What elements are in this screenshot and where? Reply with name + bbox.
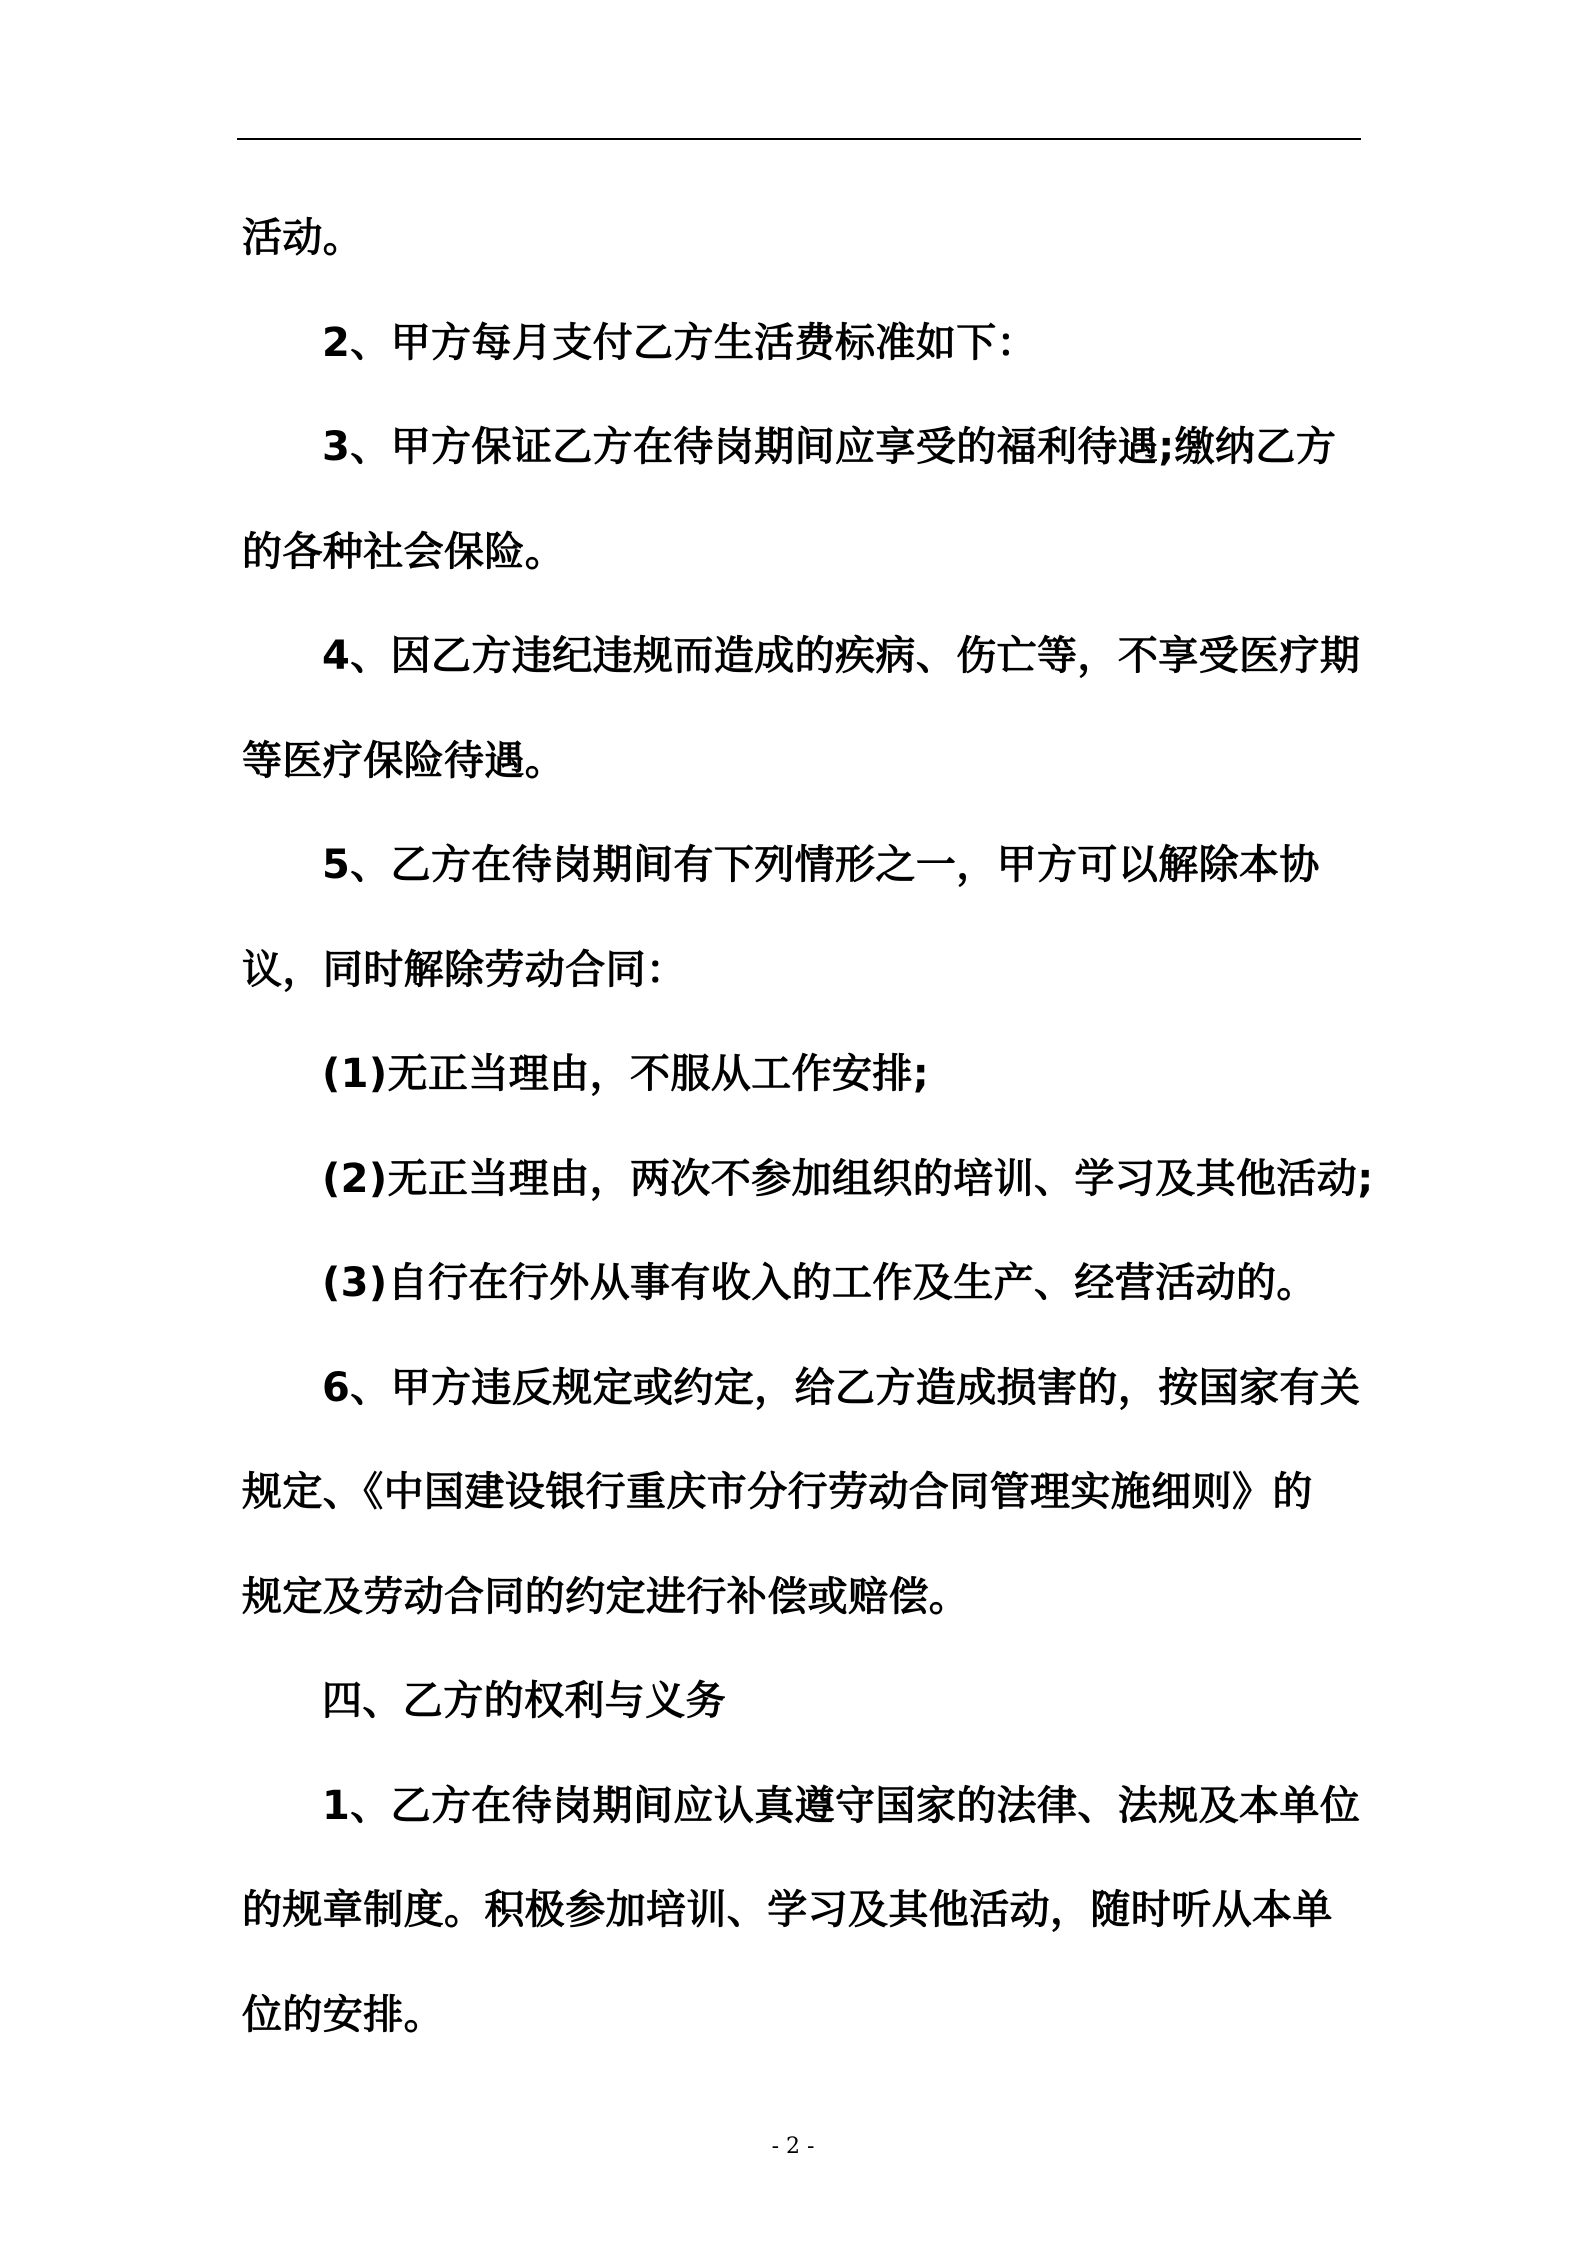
- paragraph-line: 活动。: [242, 215, 364, 261]
- header-rule: [237, 138, 1361, 140]
- paragraph-line: 6、甲方违反规定或约定，给乙方造成损害的，按国家有关: [322, 1364, 1361, 1411]
- paragraph-line: 规定、《中国建设银行重庆市分行劳动合同管理实施细则》的: [242, 1469, 1313, 1515]
- paragraph-line: 的各种社会保险。: [242, 528, 566, 575]
- paragraph-line: 议，同时解除劳动合同：: [242, 946, 687, 993]
- list-item-line: (2)无正当理由，两次不参加组织的培训、学习及其他活动;: [322, 1155, 1374, 1202]
- list-item-line: (1)无正当理由，不服从工作安排;: [322, 1051, 930, 1097]
- page-number: - 2 -: [771, 2134, 815, 2159]
- paragraph-line: 4、因乙方违纪违规而造成的疾病、伤亡等，不享受医疗期: [322, 633, 1361, 679]
- paragraph-line: 位的安排。: [242, 1991, 444, 2038]
- paragraph-line: 的规章制度。积极参加培训、学习及其他活动，随时听从本单: [242, 1887, 1333, 1933]
- paragraph-line: 1、乙方在待岗期间应认真遵守国家的法律、法规及本单位: [322, 1782, 1361, 1829]
- paragraph-line: 2、甲方每月支付乙方生活费标准如下：: [322, 319, 1038, 366]
- document-body: [242, 203, 1374, 2084]
- list-item-line: (3)自行在行外从事有收入的工作及生产、经营活动的。: [322, 1260, 1317, 1306]
- paragraph-line: 等医疗保险待遇。: [242, 737, 566, 784]
- paragraph-line: 5、乙方在待岗期间有下列情形之一，甲方可以解除本协: [322, 842, 1320, 888]
- section-heading: 四、乙方的权利与义务: [322, 1678, 726, 1724]
- paragraph-line: 3、甲方保证乙方在待岗期间应享受的福利待遇;缴纳乙方: [322, 424, 1337, 470]
- paragraph-line: 规定及劳动合同的约定进行补偿或赔偿。: [242, 1573, 970, 1620]
